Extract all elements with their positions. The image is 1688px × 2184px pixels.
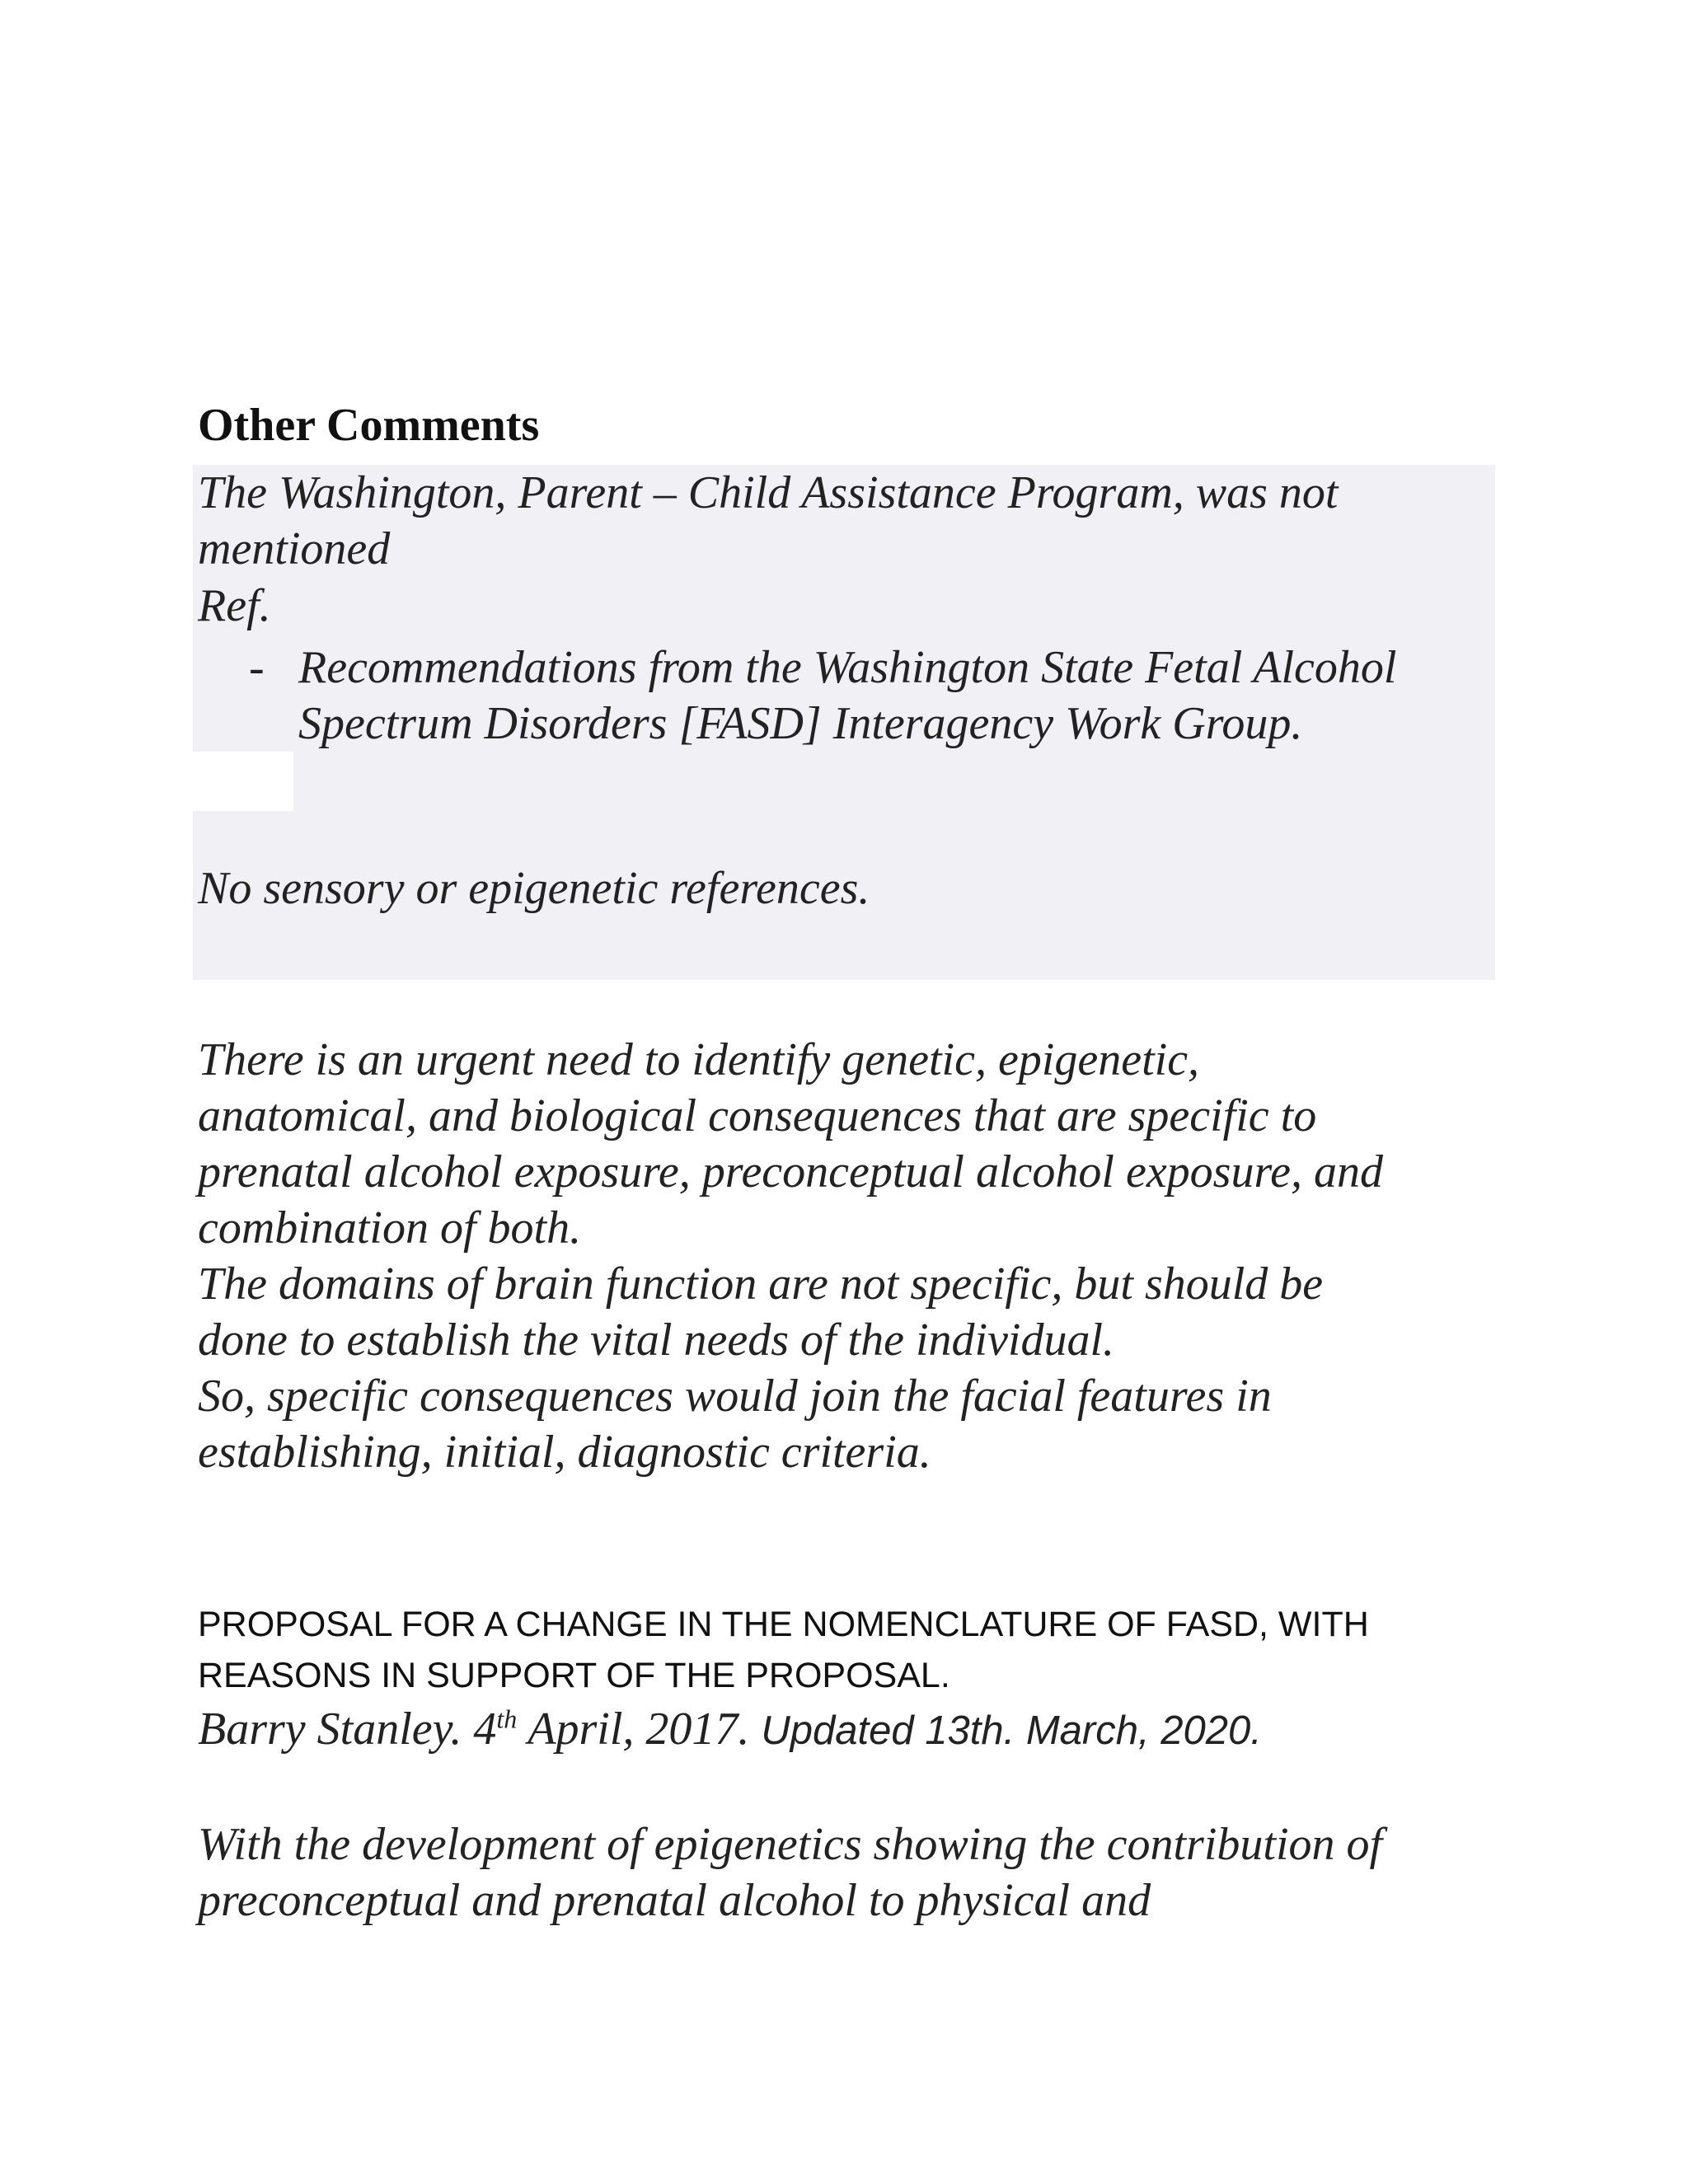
bullet-dash: - [249,642,265,693]
ref-label: Ref. [198,580,271,631]
reference-item-line-2: Spectrum Disorders [FASD] Interagency Work Group. [298,698,1303,749]
author-prefix: Barry Stanley. 4 [198,1704,497,1755]
box-notch [193,752,293,811]
comment-line-2: mentioned [198,523,391,574]
paragraph-line: establishing, initial, diagnostic criteria. [198,1427,931,1478]
paragraph-line: combination of both. [198,1202,582,1254]
author-date-line [198,1701,1262,1759]
paragraph-line: There is an urgent need to identify genetic, epigenetic, [198,1034,1200,1085]
reference-item-line-1: Recommendations from the Washington State Fetal Alcohol [298,642,1397,693]
proposal-title-line-1: PROPOSAL FOR A CHANGE IN THE NOMENCLATURE OF FASD, WITH [198,1605,1369,1644]
paragraph-line: prenatal alcohol exposure, preconceptual alcohol exposure, and [198,1146,1384,1197]
paragraph-line: done to establish the vital needs of the individual. [198,1315,1115,1366]
no-references-note: No sensory or epigenetic references. [198,863,870,914]
paragraph-line: anatomical, and biological consequences that are specific to [198,1090,1317,1141]
epigenetics-line-1: With the development of epigenetics showing the contribution of [198,1819,1383,1870]
author-suffix: April, 2017. [517,1704,762,1755]
section-heading: Other Comments [198,400,540,451]
paragraph-line: The domains of brain function are not specific, but should be [198,1258,1324,1310]
paragraph-line: So, specific consequences would join the facial features in [198,1371,1272,1422]
author-superscript: th [496,1704,518,1734]
epigenetics-line-2: preconceptual and prenatal alcohol to physical and [198,1875,1151,1926]
comment-line-1: The Washington, Parent – Child Assistance Program, was not [198,467,1339,518]
updated-date: Updated 13th. March, 2020. [761,1708,1262,1753]
proposal-title-line-2: REASONS IN SUPPORT OF THE PROPOSAL. [198,1656,950,1695]
